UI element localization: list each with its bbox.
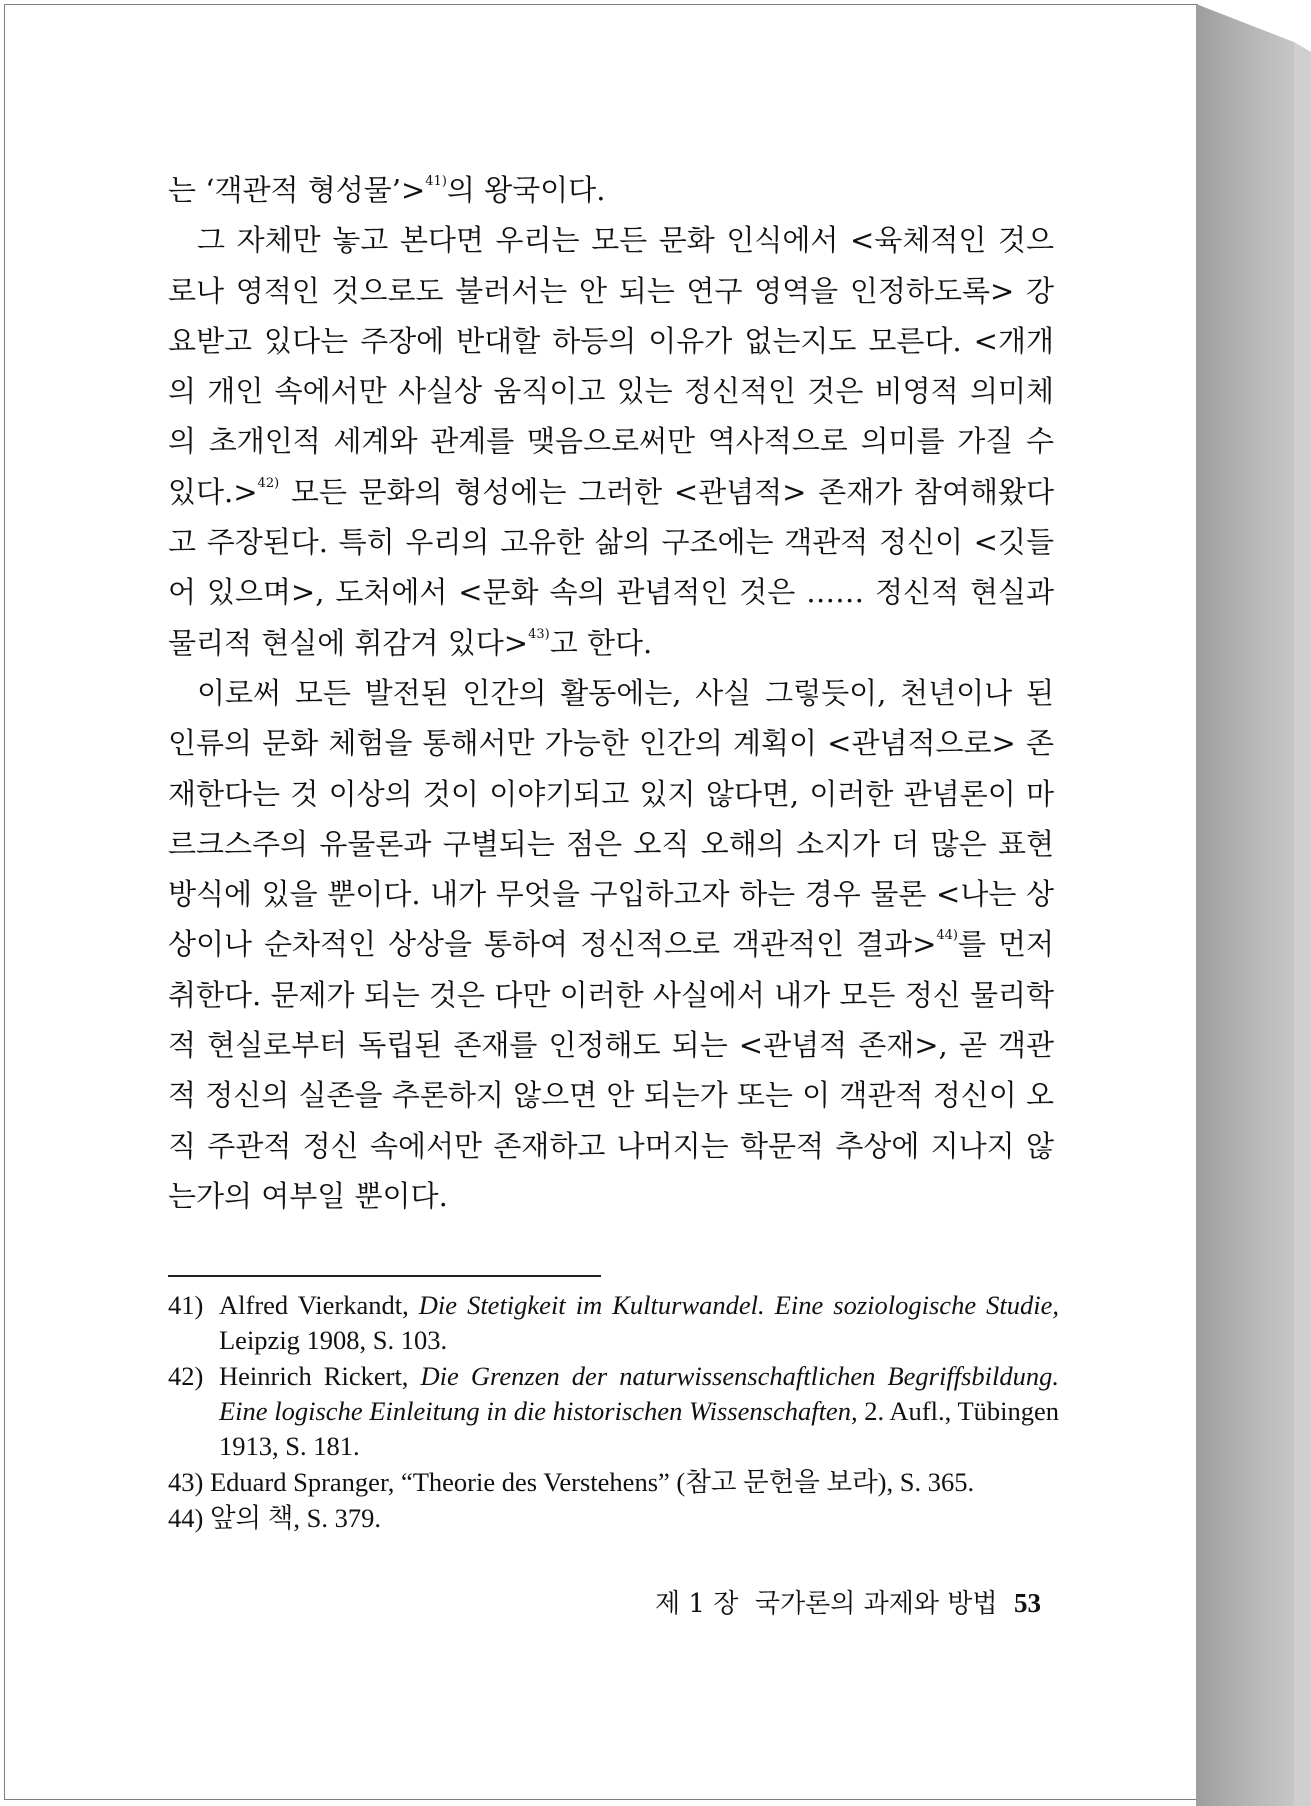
footnote-item: 41) Alfred Vierkandt, Die Stetigkeit im Kulturwandel. Eine soziologische Studie, Leipzig 1908, S. 103. — [168, 1290, 1059, 1355]
footnote-ref: 43) — [528, 626, 550, 642]
body-paragraph: 는 ‘객관적 형성물’>$^{41)}$의 왕국이다. — [168, 173, 606, 207]
footnote-number: 43) — [168, 1467, 204, 1497]
footnote-number: 44) — [168, 1503, 204, 1533]
footnote-number: 42) — [168, 1361, 204, 1391]
italic-title: Die Grenzen der naturwissenschaftlichen Begriffsbildung. Eine logische Einleitung in die historischen Wissenschaften, — [219, 1361, 1059, 1426]
footnote-item: 44) 앞의 책, S. 379. — [168, 1503, 381, 1533]
book-page-edge — [1196, 0, 1311, 1806]
footnote-ref: 44) — [936, 928, 958, 944]
body-paragraph: 그 자체만 놓고 본다면 우리는 모든 문화 인식에서 <육체적인 것으로나 영적인 것으로도 불러서는 안 되는 연구 영역을 인정하도록> 강요받고 있다는 주장에 반대할 하등의 이유가 없는지도 모른다. <개개의 개인 속에서만 사실상 움직이고 있는 정신적인 것은 비영적 의미체의 초개인적 세계와 관계를 맺음으로써만 역사적으로 의미를 가질 수 있다.>$^{42)}$ 모든 문화의 형성에는 그러한 <관념적> 존재가 참여해왔다고 주장된다. 특히 우리의 고유한 삶의 구조에는 객관적 정신이 <깃들어 있으며>, 도처에서 <문화 속의 관념적인 것은 …… 정신적 현실과 물리적 현실에 휘감겨 있다>$^{43)}$고 한다. — [168, 223, 1054, 660]
footnote-divider — [168, 1275, 601, 1277]
body-paragraph-group-1 — [168, 165, 1054, 1221]
page-number: 53 — [1014, 1588, 1041, 1618]
footnotes — [168, 1288, 1059, 1537]
footnote-item: 43) Eduard Spranger, “Theorie des Verstehens” (참고 문헌을 보라), S. 365. — [168, 1467, 975, 1497]
footnote-number: 41) — [168, 1290, 204, 1320]
italic-title: Die Stetigkeit im Kulturwandel. Eine soziologische Studie, — [418, 1290, 1059, 1320]
footnote-ref: 42) — [257, 475, 280, 491]
footnote-item: 42) Heinrich Rickert, Die Grenzen der naturwissenschaftlichen Begriffsbildung. Eine logische Einleitung in die historischen Wissenschaften, 2. Aufl., Tübingen 1913, S. 181. — [168, 1361, 1060, 1461]
footer-chapter: 제 1 장 — [655, 1589, 739, 1619]
body-paragraph: 이로써 모든 발전된 인간의 활동에는, 사실 그렇듯이, 천년이나 된 인류의 문화 체험을 통해서만 가능한 인간의 계획이 <관념적으로> 존재한다는 것 이상의 것이 이야기되고 있지 않다면, 이러한 관념론이 마르크스주의 유물론과 구별되는 점은 오직 오해의 소지가 더 많은 표현 방식에 있을 뿐이다. 내가 무엇을 구입하고자 하는 경우 물론 <나는 상상이나 순차적인 상상을 통하여 정신적으로 객관적인 결과>$^{44)}$를 먼저 취한다. 문제가 되는 것은 다만 이러한 사실에서 내가 모든 정신 물리학적 현실로부터 독립된 존재를 인정해도 되는 <관념적 존재>, 곧 객관적 정신의 실존을 추론하지 않으면 안 되는가 또는 이 객관적 정신이 오직 주관적 정신 속에서만 존재하고 나머지는 학문적 추상에 지나지 않는가의 여부일 뿐이다. — [168, 675, 1054, 1213]
page-footer — [655, 1586, 1041, 1621]
footnote-ref: 41) — [425, 174, 447, 189]
footer-chapter-title: 국가론의 과제와 방법 — [754, 1589, 998, 1619]
